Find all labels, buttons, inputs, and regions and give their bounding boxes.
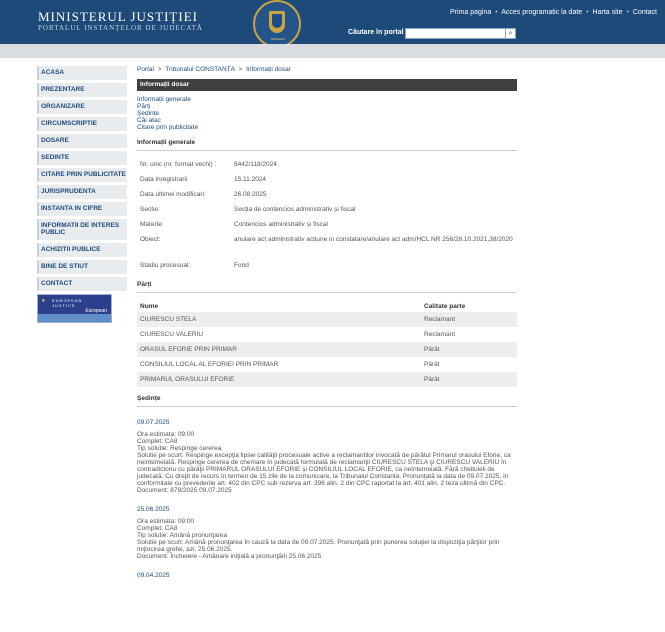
session-date[interactable]: 25.06.2025 xyxy=(137,506,170,513)
link-cai-atac[interactable]: Căi atac xyxy=(137,117,161,124)
breadcrumb-portal[interactable]: Portal xyxy=(137,66,154,73)
nav-acces-programatic[interactable]: Acces programatic la date xyxy=(501,9,583,16)
info-row: Materie: Contencios administrativ și fiscal xyxy=(140,221,328,228)
section-sedinte: Ședințe xyxy=(137,395,517,407)
table-row: CIURESCU STELA Reclamant xyxy=(137,312,517,327)
sidebar-item-circumscriptie[interactable]: CIRCUMSCRIPTIE xyxy=(37,117,127,131)
sidebar-item-informatii-interes-public[interactable]: INFORMATII DE INTERES PUBLIC xyxy=(37,219,127,240)
section-parti: Părți xyxy=(137,281,517,293)
col-nume: Nume xyxy=(140,303,159,310)
info-row: Stadiu procesual: Fond xyxy=(140,262,249,269)
session-date[interactable]: 09.04.2025 xyxy=(137,572,170,579)
sidebar-item-prezentare[interactable]: PREZENTARE xyxy=(37,83,127,97)
breadcrumb-tribunal[interactable]: Tribunalul CONSTANȚA xyxy=(165,66,235,73)
site-header xyxy=(0,0,665,44)
eu-stars-icon: ★ xyxy=(41,298,46,304)
session-block: 09.07.2025 Ora estimata: 09:00 Complet: CA8 Tip solutie: Respinge cererea Solutie pe scurt: Respinge excepţia lipsei calităţii procesuale active a reclamantilor invocată de pârâtul Primarul orasului Eforie, ca neintemeiată. Respinge cererea de chemare în judecată formulată de reclamanţii CIURESCU STELA şi CIURESCU VALERIU în contradictoriu cu pârâţii PRIMARUL ORASULUI EFORIE şi CONSILIUL LOCAL EFORIE, ca neîntemeiată. Fără cheltuieli de judecată. Cu drept de recurs în termen de 15 zile de la comunicare, la Tribunalul Constanta. Pronunţată la data de 09.07.2025, în conformitate cu prevederile art. 402 din CPC sub rezerva art. 396 alin. 2 din CPC raportat la art. 401 alin. 2 teza ultimă din CPC. Document: 878/2025 09.07.2025 xyxy=(137,419,517,494)
link-informatii-generale[interactable]: Informații generale xyxy=(137,96,191,103)
info-row: Sectie: Secția de contencios administrativ și fiscal xyxy=(140,206,356,213)
sidebar-item-bine-de-stiut[interactable]: BINE DE STIUT xyxy=(37,260,127,274)
session-block xyxy=(137,572,517,579)
site-subtitle: PORTALUL INSTANȚELOR DE JUDECATĂ xyxy=(38,24,203,32)
sidebar-item-contact[interactable]: CONTACT xyxy=(37,277,127,291)
col-calitate: Calitate parte xyxy=(424,303,466,310)
session-date[interactable]: 09.07.2025 xyxy=(137,419,170,426)
ejustice-portal-banner[interactable]: ★ EUROPEAN JUSTICE European xyxy=(37,294,112,323)
anchor-links xyxy=(137,96,517,131)
breadcrumb-current: Informații dosar xyxy=(246,66,291,73)
sidebar-item-jurisprudenta[interactable]: JURISPRUDENTA xyxy=(37,185,127,199)
breadcrumb: Portal > Tribunalul CONSTANȚA > Informații dosar xyxy=(137,66,291,73)
session-block: 25.06.2025 Ora estimata: 09:00 Complet: CA8 Tip solutie: Amână pronunţarea Solutie pe scurt: Amână pronunţarea în cauză la data de 09.07.2025. Pronunţată prin punerea soluţiei la dispoziţia părţilor prin mijlocirea grefei, azi, 25.06.2025. Document: Încheiere - Amânare iniţială a pronunţării 25.06.2025 xyxy=(137,506,517,560)
table-row: CONSILIUL LOCAL AL EFORIEI PRIN PRIMAR Pârât xyxy=(140,361,440,368)
nav-harta-site[interactable]: Harta site xyxy=(592,9,623,16)
info-row: Nr. unic (nr. format vechi) : 8442/118/2024 xyxy=(140,161,277,168)
table-row: CIURESCU VALERIU Reclamant xyxy=(140,331,456,338)
sidebar-item-citare[interactable]: CITARE PRIN PUBLICITATE xyxy=(37,168,127,182)
table-row: PRIMARUL ORASULUI EFORIE Pârât xyxy=(137,372,517,387)
nav-contact[interactable]: Contact xyxy=(632,9,657,16)
sidebar-item-sedinte[interactable]: SEDINTE xyxy=(37,151,127,165)
section-informatii-generale: Informații generale xyxy=(137,139,517,151)
parties-header xyxy=(137,301,517,312)
nav-prima-pagina[interactable]: Prima pagina xyxy=(450,9,492,16)
search-icon[interactable]: ⌕ xyxy=(505,28,516,39)
sidebar-item-acasa[interactable]: ACASA xyxy=(37,66,127,80)
session-document[interactable]: Document: Încheiere - Amânare iniţială a pronunţării 25.06.2025 xyxy=(137,553,322,560)
sidebar-item-achizitii-publice[interactable]: ACHIZITII PUBLICE xyxy=(37,243,127,257)
info-row: Data ultimei modificari: 26.08.2025 xyxy=(140,191,267,198)
header-band xyxy=(0,44,665,58)
main-content xyxy=(137,66,517,584)
session-document[interactable]: Document: 878/2025 09.07.2025 xyxy=(137,487,232,494)
top-navigation: Prima pagina • Acces programatic la date • Harta site • Contact xyxy=(450,9,657,16)
crest-text: ROMANIA xyxy=(270,37,285,41)
dosar-title-bar: Informații dosar xyxy=(137,79,517,91)
sidebar-item-organizare[interactable]: ORGANIZARE xyxy=(37,100,127,114)
search-input[interactable] xyxy=(405,28,510,39)
sidebar xyxy=(37,66,127,294)
table-row: ORASUL EFORIE PRIN PRIMAR Pârât xyxy=(137,342,517,357)
link-citare[interactable]: Citare prin publicitate xyxy=(137,124,199,131)
search-label: Căutare în portal xyxy=(348,29,404,36)
romania-crest-logo[interactable] xyxy=(253,0,301,44)
link-sedinte[interactable]: Ședințe xyxy=(137,110,160,117)
sidebar-item-dosare[interactable]: DOSARE xyxy=(37,134,127,148)
info-row: Obiect: anulare act administrativ actiune in constatare/anulare act adm/HCL NR 256/28.10.2021,38/2020 xyxy=(140,236,513,243)
link-parti[interactable]: Părți xyxy=(137,103,151,110)
sidebar-item-instanta-in-cifre[interactable]: INSTANTA IN CIFRE xyxy=(37,202,127,216)
info-table xyxy=(137,161,517,273)
info-row: Data inregistrarii 15.11.2024 xyxy=(140,176,267,183)
site-title[interactable]: MINISTERUL JUSTIȚIEI xyxy=(38,9,198,24)
parties-table xyxy=(137,301,517,387)
